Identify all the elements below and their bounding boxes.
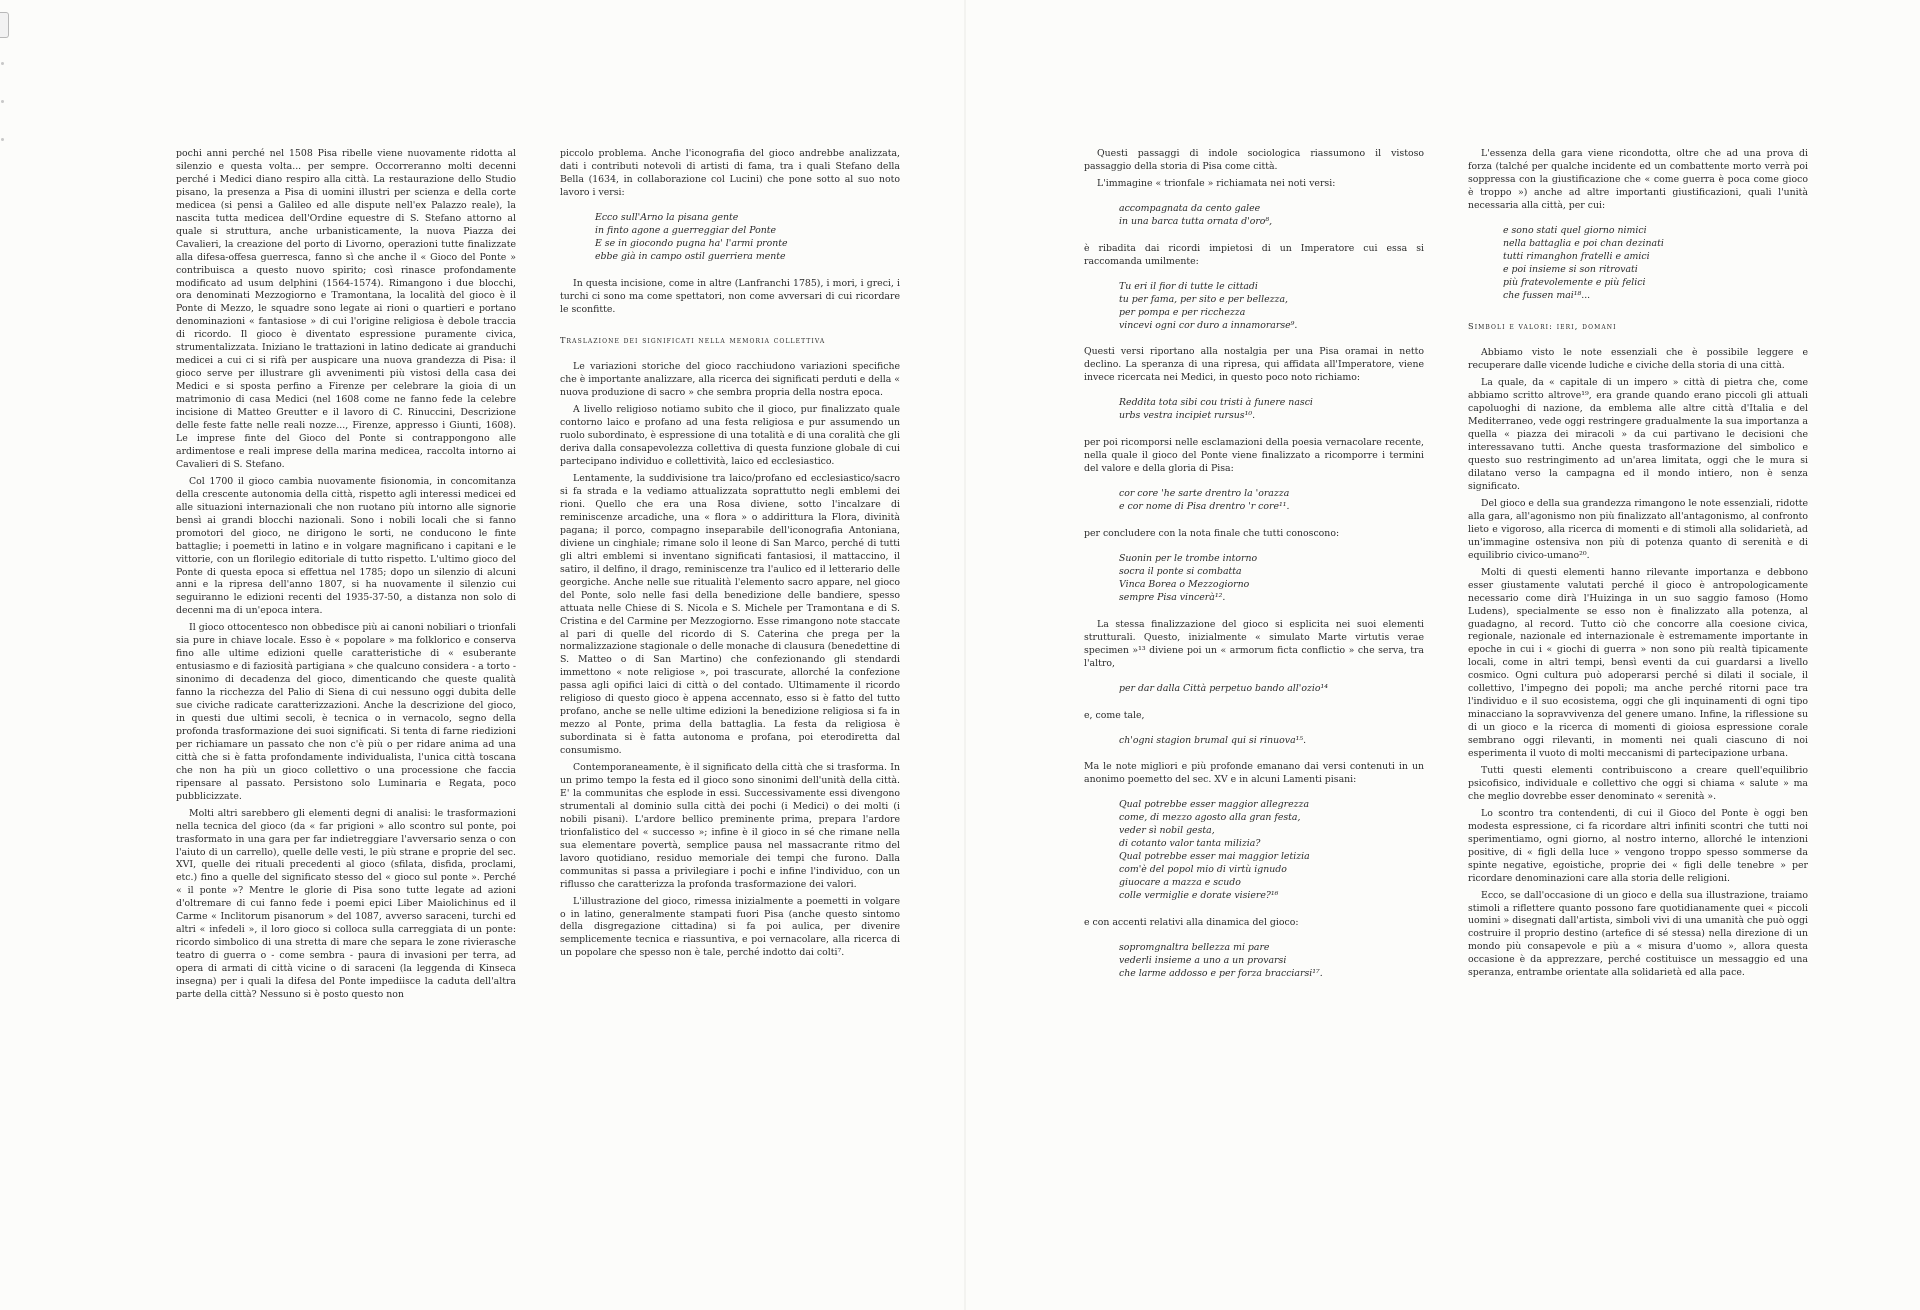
paragraph: piccolo problema. Anche l'iconografia del gioco andrebbe analizzata, dati i contributi notevoli di artisti di fama, tra i quali Stefano della Bella (1634, in collaborazione col Lucini) che pone sotto al suo noto lavoro i versi: [560,148,900,198]
paragraph: L'essenza della gara viene ricondotta, oltre che ad una prova di forza (talché per qualche incidente ed un combattente morto verrà poi soppressa con la giustificazione che « come guerra è poca come gioco è troppo ») anche ad altre importanti giustificazioni, quali l'unità necessaria alla città, per cui: [1468,148,1808,211]
paragraph: Molti altri sarebbero gli elementi degni di analisi: le trasformazioni nella tecnica del gioco (da « far prigioni » allo scontro sul ponte, poi trasformato in una gara per far indietreggiare l'avversario senza o con l'aiuto di un carrello), quelle delle vesti, le più strane e proprie del sec. XVI, quelle dei rituali precedenti al gioco (sfilata, disfida, proclami, etc.) fino a quelle del significato stesso del « gioco sul ponte ». Perché « il ponte »? Mentre le glorie di Pisa sono tutte legate ad azioni d'oltremare di cui fanno fede i poemi epici Liber Maiolichinus ed il Carme « Inclitorum pisanorum » del 1087, avverso saraceni, turchi ed altri « infedeli », il loro gioco si colloca sulla carreggiata di un ponte: ricordo simbolico di una stretta di mare che separa le zone rivierasche teatro di guerra o - come sembra - paura di invasioni per terra, ad opera di armati di città vicine o di saraceni (la leggenda di Kinseca insegna) per i quali la difesa del Ponte impediisce la caduta dell'altra parte della città? Nessuno si è posto questo non [176,807,516,1000]
paragraph: La stessa finalizzazione del gioco si esplicita nei suoi elementi strutturali. Questo, inizialmente « simulato Marte virtutis verae specimen »¹³ diviene poi un « armorum ficta conflictio » che serva, tra l'altro, [1084,618,1424,669]
verse-line: veder sì nobil gesta, [1119,825,1215,837]
verse-line: E se in giocondo pugna ha' l'armi pronte [595,237,788,249]
verse-line: come, di mezzo agosto alla gran festa, [1119,812,1301,824]
verse-quote [1503,225,1808,303]
verse-line: Suonin per le trombe intorno [1119,552,1258,564]
verse-quote [1119,397,1424,423]
verse-quote [1119,203,1424,229]
verse-line: Vinca Borea o Mezzogiorno [1119,578,1250,590]
verse-line: colle vermiglie e dorate visiere?¹⁶ [1119,890,1279,902]
paragraph: Questi versi riportano alla nostalgia per una Pisa oramai in netto declino. La speranza di una ripresa, qui affidata all'Imperatore, viene invece ricercata nei Medici, in questo poco noto richiamo: [1084,346,1424,384]
paragraph: è ribadita dai ricordi impietosi di un Imperatore cui essa si raccomanda umilmente: [1084,242,1424,267]
verse-line: e cor nome di Pisa drentro 'r core¹¹. [1119,501,1290,513]
paragraph: L'immagine « trionfale » richiamata nei noti versi: [1097,177,1336,189]
verse-line: Tu eri il fior di tutte le cittadi [1119,280,1258,292]
verse-line: per pompa e per ricchezza [1119,306,1246,318]
verse-line: socra il ponte si combatta [1119,565,1242,577]
verse-line: e poi insieme si son ritrovati [1503,263,1638,275]
paragraph: Ma le note migliori e più profonde emanano dai versi contenuti in un anonimo poemetto del sec. XV e in alcuni Lamenti pisani: [1084,761,1424,786]
paragraph: L'illustrazione del gioco, rimessa inizialmente a poemetti in volgare o in latino, generalmente stampati fuori Pisa (anche questo sintomo della disgregazione cittadina) si fa poi aulica, per divenire semplicemente tecnica e riassuntiva, e poi vernacolare, alla ricerca di un popolare che spesso non è tale, perché indotto dai colti⁷. [560,895,900,959]
verse-line: in finto agone a guerreggiar del Ponte [595,224,777,236]
verse-line: Qual potrebbe esser maggior allegrezza [1119,799,1310,811]
verse-line: e sono stati quel giorno nimici [1503,224,1647,236]
paragraph: per poi ricomporsi nelle esclamazioni della poesia vernacolare recente, nella quale il gioco del Ponte viene finalizzato a ricomporre i termini del valore e della gloria di Pisa: [1084,437,1424,475]
verse-quote [1119,942,1424,981]
verse-quote [1119,683,1424,696]
verse-line: vincevi ogni cor duro a innamorarse⁹. [1119,319,1298,331]
paragraph: Questi passaggi di indole sociologica riassumono il vistoso passaggio della storia di Pisa come città. [1084,148,1424,172]
paragraph: Lentamente, la suddivisione tra laico/profano ed ecclesiastico/sacro si fa strada e la vediamo attualizzata soprattutto negli emblemi dei rioni. Quello che era una Rosa diviene, sotto l'incalzare di reminiscenze arcadiche, una « flora » o addirittura la Flora, divinità pagana; il porco, compagno inseparabile dell'iconografia Antoniana, diviene un cinghiale; rimane solo il leone di San Marco, perché di tutti gli altri emblemi si inventano significati fantasiosi, il mattaccino, il satiro, il delfino, il drago, reminiscenze tra l'aulico ed il letterario delle georgiche. Anche nelle sue ritualità l'elemento sacro appare, nel gioco del Ponte, solo nelle fasi della benedizione delle bandiere, spesso attuata nelle Chiese di S. Nicola e S. Michele per Tramontana e di S. Cristina e del Carmine per Mezzogiorno. Esse rimangono note staccate al pari di quelle del ricordo di S. Caterina che prega per la normalizzazione stagionale o delle monache di clausura (benedettine di S. Matteo o di San Martino) che confezionando gli stendardi immettono « note religiose », poi trascurate, allorché la confezione passa agli opifici laici di città o del contado. Ultimamente il ricordo religioso di questo gioco è appena accennato, esso si è fatto del tutto profano, anche se nelle ultime edizioni la benedizione religiosa si fa in mezzo al Ponte, prima della battaglia. La festa da religiosa è subordinata si è fatta autonoma e profana, poi eterodiretta dal consumismo. [560,473,900,757]
section-heading: Simboli e valori: ieri, domani [1468,321,1617,332]
verse-line: di cotanto valor tanta milizia? [1119,838,1261,850]
verse-line: ebbe già in campo ostil guerriera mente [595,250,786,262]
paragraph: Tutti questi elementi contribuiscono a creare quell'equilibrio psicofisico, individuale e collettivo che oggi si chiama « salute » ma che meglio dovrebbe esser denominato « serenità ». [1468,764,1808,802]
verse-quote [1119,553,1424,605]
verse-line: vederli insieme a uno a un provarsi [1119,954,1287,966]
verse-line: giuocare a mazza e scudo [1119,877,1241,889]
verse-line: sopromgnaltra bellezza mi pare [1119,941,1270,953]
paragraph: e, come tale, [1084,709,1145,721]
verse-line: che larme addosso e per forza bracciarsi¹⁷. [1119,967,1323,979]
paragraph: Molti di questi elementi hanno rilevante importanza e debbono esser giustamente valutati perché il gioco è antropologicamente necessario come dirà l'Huizinga in un suo saggio famoso (Homo Ludens), specialmente se esso non è finalizzato alla potenza, al guadagno, al record. Tutto ciò che concorre alla coesione civica, regionale, nazionale ed internazionale è estremamente importante in epoche in cui i « giochi di guerra » non sono più realtà tipicamente locali, come in altri tempi, bensì eventi da cui guardarsi a livello cosmico. Ogni cultura può adoperarsi perché si dilati il sociale, il collettivo, l'impegno dei popoli; ma anche perché ritorni pace tra l'individuo e il suo ecosistema, oggi che gli inquinamenti di ogni tipo minacciano la sopravvivenza del genere umano. Infine, la riflessione su di un gioco e la ricerca di momenti di gioiosa espressione corale sembrano oggi rilevanti, in momenti nei quali ciascuno di noi esperimenta il vuoto di molti meccanismi di partecipazione urbana. [1468,566,1808,760]
paragraph: Lo scontro tra contendenti, di cui il Gioco del Ponte è oggi ben modesta espressione, ci fa ricordare altri infiniti scontri che tutti noi sperimentiamo, ogni giorno, al nostro interno, allorché le intenzioni positive, di « figli della luce » vengono troppo spesso sommerse da spinte negative, egoistiche, proprie dei « figli delle tenebre » per ricordare denominazioni care alla storia delle religioni. [1468,807,1808,884]
paragraph: Ecco, se dall'occasione di un gioco e della sua illustrazione, traiamo stimoli a riflettere quanto possono fare quotidianamente quei « piccoli uomini » disegnati dall'artista, simboli vivi di una umanità che può oggi costruire il proprio destino (artefice di sé stessa) nella direzione di un mondo più consapevole e più a « misura d'uomo », allora questa occasione è da apprezzare, perché costituisce un messaggio ed una speranza, entrambe orientate alla solidarietà ed alla pace. [1468,889,1808,979]
verse-line: nella battaglia e poi chan dezinati [1503,237,1664,249]
text-column-1 [176,148,516,1148]
verse-quote [1119,281,1424,333]
verse-quote [1119,735,1424,748]
verse-line: sempre Pisa vincerà¹². [1119,591,1226,603]
verse-line: tu per fama, per sito e per bellezza, [1119,293,1289,305]
verse-line: in una barca tutta ornata d'oro⁸, [1119,215,1273,227]
verse-line: com'è del popol mio di virtù ignudo [1119,864,1287,876]
paragraph: Contemporaneamente, è il significato della città che si trasforma. In un primo tempo la festa ed il gioco sono sinonimi dell'unità della città. E' la communitas che esplode in essi. Successivamente essi divengono strumentali al dominio sulla città dei pochi (i Medici) o dei molti (i nobili pisani). L'ardore bellico preminente prima, prepara l'ardore trionfalistico del « successo »; infine è il gioco in sé che rimane nella sua elementare povertà, semplice pausa nel massacrante ritmo del lavoro quotidiano, residuo memoriale dei tempi che furono. Dalla communitas si passa a privilegiare i pochi e infine l'individuo, con un riflusso che caratterizza la profonda trasformazione dei valori. [560,762,900,890]
paragraph: Il gioco ottocentesco non obbedisce più ai canoni nobiliari o trionfali sia pure in chiave locale. Esso è « popolare » ma folklorico e conserva fino alle ultime edizioni quelle caratteristiche di « esuberante entusiasmo e di faziosità partigiana » che qualcuno considera - a torto - sinonimo di decadenza del gioco, dimenticando che queste qualità fanno la ricchezza del Palio di Siena di cui nessuno oggi dubita delle sue civiche radicate caratterizzazioni. Anche la descrizione del gioco, in questi due ultimi secoli, è tecnica o in vernacolo, segno della profonda trasformazione dei suoi significati. Si tenta di farne riedizioni per richiamare un passato che non c'è più o per ridare anima ad una città che si è fatta profondamente individualista, l'unica città toscana che non ha più un gioco collettivo o una processione che faccia ripensare al passato. Persistono solo Luminaria e Regata, poco pubblicizzate. [176,622,516,802]
verse-quote [1119,488,1424,514]
paragraph: Del gioco e della sua grandezza rimangono le note essenziali, ridotte alla gara, all'agonismo non più finalizzato all'antagonismo, al confronto lieto e vigoroso, alla ricerca di momenti e di stimoli alla solidarietà, ad un'immagine ostensiva non più di potenza quanto di serenità e di equilibrio civico-umano²⁰. [1468,497,1808,561]
paragraph: Le variazioni storiche del gioco racchiudono variazioni specifiche che è importante analizzare, alla ricerca dei significati perduti e della « nuova produzione di sacro » che sembra propria della nostra epoca. [560,361,900,399]
page-gutter [964,0,966,1310]
verse-line: per dar dalla Città perpetuo bando all'ozio¹⁴ [1119,682,1328,694]
paragraph: La quale, da « capitale di un impero » città di pietra che, come abbiamo scritto altrove¹⁹, era grande quando erano piccoli gli attuali capoluoghi di nazione, da emblema alle altre città d'Italia e del Mediterraneo, vede oggi restringere gradualmente la sua importanza a quella « piazza dei miracoli » da cui partivano le decisioni che interessavano tutti. Anche questa trasformazione del simbolico e questo suo restringimento ad un'area limitata, oggi che le mura si dilatano verso la campagna ed il mondo intiero, non è senza significato. [1468,377,1808,492]
verse-line: Reddita tota sibi cou tristi à funere nasci [1119,397,1313,409]
verse-line: più fratevolemente e più felici [1503,276,1646,288]
paragraph: A livello religioso notiamo subito che il gioco, pur finalizzato quale contorno laico e profano ad una festa religiosa e pur assumendo un ruolo subordinato, è espressione di una totalità e di una coralità che gli deriva dalla consapevolezza collettiva di questa funzione globale di cui partecipano individuo e collettività, laico ed ecclesiastico. [560,404,900,468]
text-column-3 [1084,148,1424,1148]
verse-line: ch'ogni stagion brumal qui si rinuova¹⁵. [1119,734,1307,746]
paragraph: Col 1700 il gioco cambia nuovamente fisionomia, in concomitanza della crescente autonomia della città, rispetto agli interessi medicei ed alle situazioni internazionali che non ruotano più intorno alle signorie bensì ai grandi blocchi nazionali. Sono i nobili locali che si fanno promotori del gioco, ne dirigono le sorti, ne conducono le finte battaglie; i poemetti in latino e in volgare magnificano i capitani e le vittorie, con un florilegio editoriale di tutto rispetto. L'ultimo gioco del Ponte di questa epoca si effettua nel 1785; dopo un silenzio di alcuni anni e la ripresa dell'anno 1807, si ha nuovamente il silenzio cui seguiranno le edizioni recenti del 1935-37-50, a distanza non solo di decenni ma di un'epoca intera. [176,475,516,617]
text-column-2 [560,148,900,1148]
text-column-4 [1468,148,1808,1148]
verse-quote [595,212,900,264]
paragraph: In questa incisione, come in altre (Lanfranchi 1785), i mori, i greci, i turchi ci sono ma come spettatori, non come avversari di cui ricordare le sconfitte. [560,277,900,315]
paragraph: per concludere con la nota finale che tutti conoscono: [1084,528,1340,540]
paragraph: e con accenti relativi alla dinamica del gioco: [1084,916,1299,928]
verse-line: Qual potrebbe esser mai maggior letizia [1119,851,1310,863]
verse-line: accompagnata da cento galee [1119,202,1261,214]
paragraph: Abbiamo visto le note essenziali che è possibile leggere e recuperare dalle vicende ludiche e civiche della storia di una città. [1468,347,1808,372]
verse-line: Ecco sull'Arno la pisana gente [595,211,739,223]
verse-line: tutti rimanghon fratelli e amici [1503,250,1650,262]
verse-line: cor core 'he sarte drentro la 'orazza [1119,488,1290,500]
verse-line: urbs vestra incipiet rursus¹⁰. [1119,410,1256,422]
verse-quote [1119,799,1424,903]
paragraph: pochi anni perché nel 1508 Pisa ribelle viene nuovamente ridotta al silenzio e questa volta... per sempre. Occorreranno molti decenni perché i Medici diano respiro alla città. La restaurazione dello Studio pisano, la presenza a Pisa di uomini illustri per scienza e della corte medicea (si pensi a Galileo ed alle dispute nell'ex Palazzo reale), la nascita tutta medicea dell'Ordine equestre di S. Stefano attorno al quale si struttura, anche urbanisticamente, la nuova Piazza dei Cavalieri, la creazione del porto di Livorno, operazioni tutte finalizzate alla difesa-offesa guerresca, fanno sì che anche il « Gioco del Ponte » contribuisca a questo nuovo spirito; così rinasce profondamente modificato ad usum delphini (1564-1574). Rimangono i due blocchi, ora denominati Mezzogiorno e Tramontana, la località del gioco è il Ponte di Mezzo, le squadre sono legate ai rioni o quartieri e portano denominazioni « fantasiose » di cui l'origine religiosa è debole traccia di ricordo. Il gioco è diventato espressione puramente civica, strumentalizzata. Iniziano le trattazioni in latino dedicate ai granduchi medicei a cui ci si rifà per auspicare una nuova grandezza di Pisa: il gioco serve per illustrare gli avvenimenti più vistosi della casa dei Medici e si sposta perfino a Firenze per celebrare la gioia di un matrimonio di casa Medici (nel 1608 come ne fanno fede la celebre incisione di Matteo Greutter e il lavoro di C. Rinuccini, Descrizione delle feste fatte nelle reali nozze..., Firenze, appresso i Giunti, 1608). Le imprese finte del Gioco del Ponte si contrappongono alle ardimentose e reali imprese della marina medicea, raccolta intorno ai Cavalieri di S. Stefano. [176,148,516,470]
verse-line: che fussen mai¹⁸... [1503,289,1591,301]
section-heading: Traslazione dei significati nella memoria collettiva [560,335,826,346]
